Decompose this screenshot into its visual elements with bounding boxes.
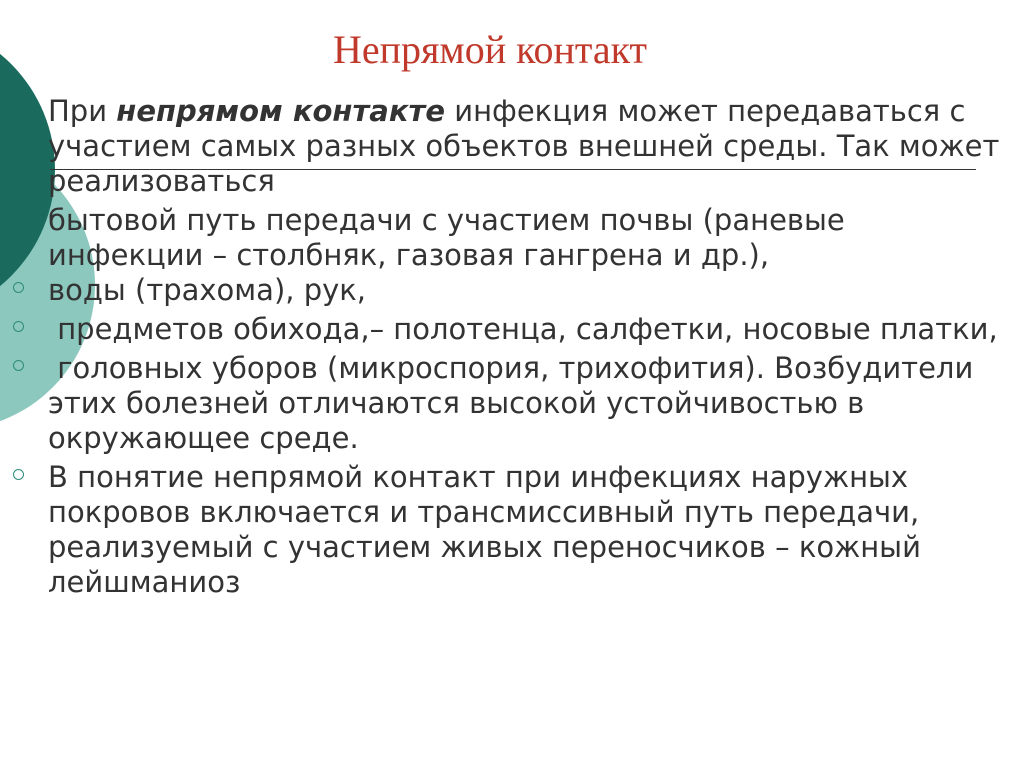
bullet-item xyxy=(48,273,1008,308)
second-paragraph: бытовой путь передачи с участием почвы (раневые инфекции – столбняк, газовая гангрена и др.), xyxy=(48,203,845,272)
bullet-text: головных уборов (микроспория, трихофития). Возбудители этих болезней отличаются высокой устойчивостью в окружающее среде. xyxy=(48,351,983,455)
intro-lead: При xyxy=(48,94,108,128)
bullet-icon xyxy=(13,282,24,293)
intro-rest: инфекция может передаваться с участием самых разных объектов внешней среды. Так может реализоваться xyxy=(48,94,1000,198)
bullet-text: воды (трахома), рук, xyxy=(48,273,366,307)
bullet-icon xyxy=(13,469,24,480)
intro-emphasis: непрямом контакте xyxy=(116,94,446,128)
intro-paragraph xyxy=(48,94,1008,199)
bullet-text: предметов обихода,– полотенца, салфетки, носовые платки, xyxy=(48,312,998,346)
bullet-item xyxy=(48,312,1008,347)
bullet-icon xyxy=(13,321,24,332)
bullet-item xyxy=(48,351,1008,456)
bullet-item xyxy=(48,460,1008,600)
slide-title: Непрямой контакт xyxy=(332,27,648,72)
bullet-text: В понятие непрямой контакт при инфекциях наружных покровов включается и трансмиссивный путь передачи, реализуемый с участием живых переносчиков – кожный лейшманиоз xyxy=(48,460,921,599)
slide-body xyxy=(48,94,1008,600)
bullet-icon xyxy=(13,360,24,371)
